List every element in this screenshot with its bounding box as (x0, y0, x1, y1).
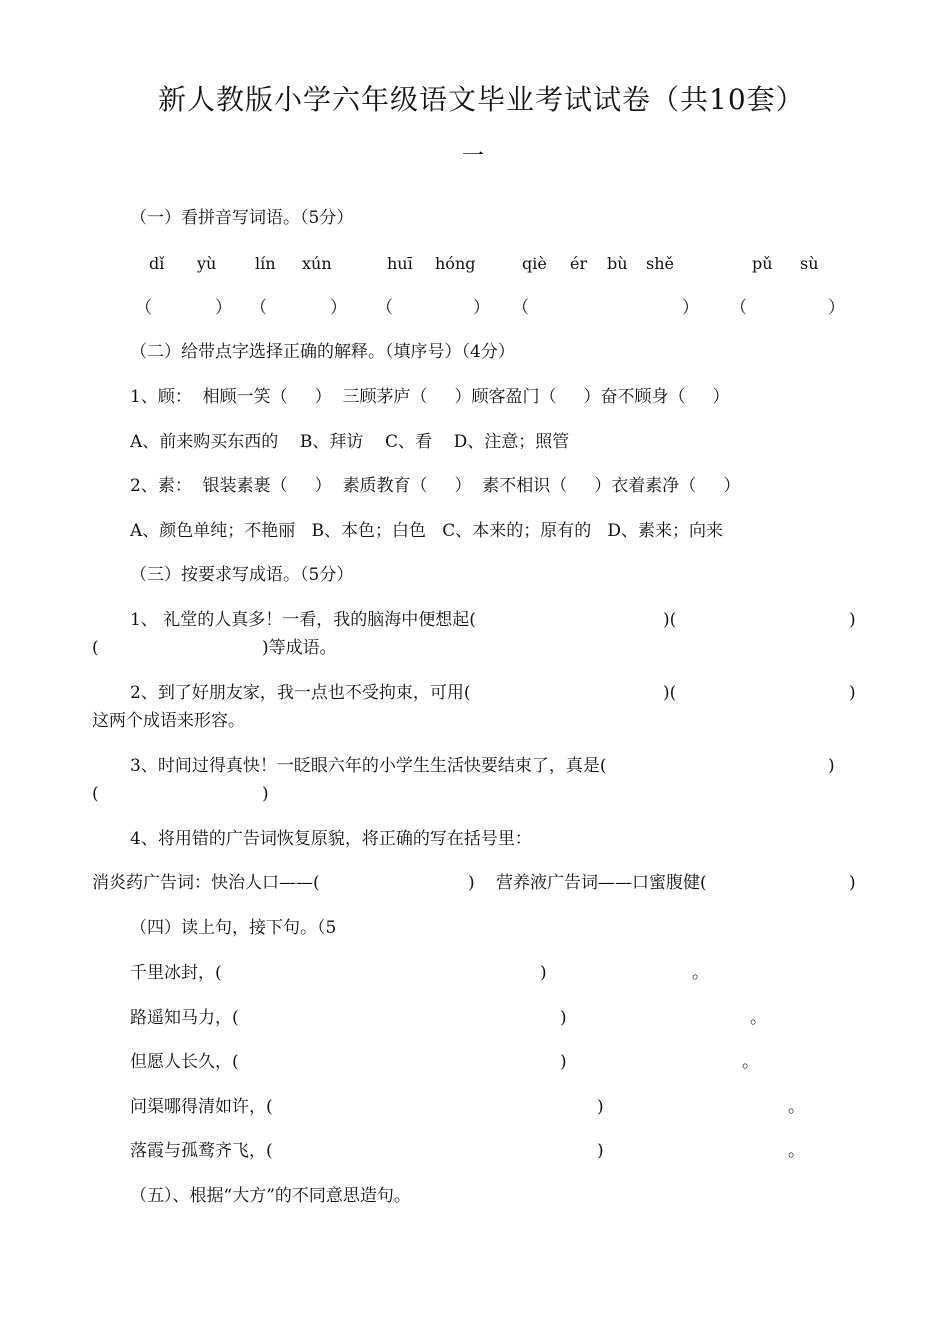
question-3-1: 1、 礼堂的人真多！一看，我的脑海中便想起( (130, 610, 476, 630)
blank-close: ) (560, 1008, 567, 1028)
question-3-2-end: 这两个成语来形容。 (92, 711, 245, 731)
page-title: 新人教版小学六年级语文毕业考试试卷（共10套） (158, 83, 805, 116)
section3-heading: （三）按要求写成语。（5分） (130, 565, 354, 585)
blank-close: ) (828, 756, 835, 776)
blank-close: ) (560, 1052, 567, 1072)
pinyin-syllable: qiè (522, 254, 547, 273)
question-3-2: 2、到了好朋友家，我一点也不受拘束，可用( (130, 683, 471, 703)
question-2-2: 2、素： 银装素裹（ ） 素质教育（ ） 素不相识（ ）衣着素净（ ） (130, 476, 741, 496)
pinyin-syllable: hóng (435, 254, 476, 273)
blank-open[interactable]: （ (250, 298, 267, 318)
blank-open[interactable]: ( (92, 784, 99, 804)
blank-close: ） (215, 298, 232, 318)
section5-heading: （五）、根据“大方”的不同意思造句。 (130, 1186, 411, 1206)
section1-heading: （一）看拼音写词语。（5分） (130, 208, 354, 228)
page-subtitle: 一 (462, 144, 485, 169)
blank-close: ) (597, 1097, 604, 1117)
question-2-1-options: A、前来购买东西的 B、拜访 C、看 D、注意；照管 (130, 432, 570, 452)
ad-slogan-nutrition: 营养液广告词——口蜜腹健( (496, 873, 707, 893)
blank-close: ) (262, 784, 269, 804)
poem-line-end: 。 (788, 1141, 805, 1161)
pinyin-syllable: lín (255, 254, 276, 273)
blank-open[interactable]: （ (376, 298, 393, 318)
pinyin-syllable: pǔ (752, 254, 773, 273)
section4-heading: （四）读上句，接下句。（5 (130, 918, 337, 938)
blank-close: ) (468, 873, 475, 893)
question-3-4: 4、将用错的广告词恢复原貌，将正确的写在括号里： (130, 829, 532, 849)
pinyin-syllable: yù (197, 254, 217, 273)
pinyin-syllable: huī (387, 254, 413, 273)
blank-separator[interactable]: )( (663, 683, 677, 703)
pinyin-syllable: xún (302, 254, 332, 273)
blank-close: ） (330, 298, 347, 318)
blank-close: ) (597, 1141, 604, 1161)
pinyin-syllable: shě (646, 254, 674, 273)
poem-line: 路遥知马力，( (130, 1008, 239, 1028)
pinyin-syllable: bù (607, 254, 628, 273)
poem-line-end: 。 (742, 1052, 759, 1072)
poem-line-end: 。 (750, 1008, 767, 1028)
poem-line-end: 。 (692, 963, 709, 983)
poem-line: 问渠哪得清如许，( (130, 1097, 273, 1117)
poem-line: 千里冰封，( (130, 963, 222, 983)
section2-heading: （二）给带点字选择正确的解释。（填序号）（4分） (130, 342, 515, 362)
question-3-1-end: )等成语。 (262, 638, 337, 658)
blank-close: ) (849, 683, 856, 703)
blank-close: ） (473, 298, 490, 318)
blank-open[interactable]: （ (730, 298, 747, 318)
pinyin-syllable: ér (570, 254, 588, 273)
blank-close: ) (540, 963, 547, 983)
blank-open[interactable]: （ (512, 298, 529, 318)
question-2-2-options: A、颜色单纯；不艳丽 B、本色；白色 C、本来的；原有的 D、素来；向来 (130, 521, 724, 541)
blank-open[interactable]: （ (135, 298, 152, 318)
poem-line: 但愿人长久，( (130, 1052, 239, 1072)
blank-close: ) (849, 873, 856, 893)
ad-slogan-medicine: 消炎药广告词：快治人口——( (92, 873, 320, 893)
blank-close: ) (849, 610, 856, 630)
question-2-1: 1、顾： 相顾一笑（ ） 三顾茅庐（ ）顾客盈门（ ）奋不顾身（ ） (130, 387, 730, 407)
blank-close: ） (828, 298, 845, 318)
blank-close: ） (682, 298, 699, 318)
question-3-3: 3、时间过得真快！一眨眼六年的小学生生活快要结束了，真是( (130, 756, 607, 776)
pinyin-syllable: sù (800, 254, 819, 273)
poem-line-end: 。 (788, 1097, 805, 1117)
poem-line: 落霞与孤鹜齐飞，( (130, 1141, 273, 1161)
blank-separator[interactable]: )( (663, 610, 677, 630)
pinyin-syllable: dǐ (149, 254, 165, 273)
blank-open[interactable]: ( (92, 638, 99, 658)
